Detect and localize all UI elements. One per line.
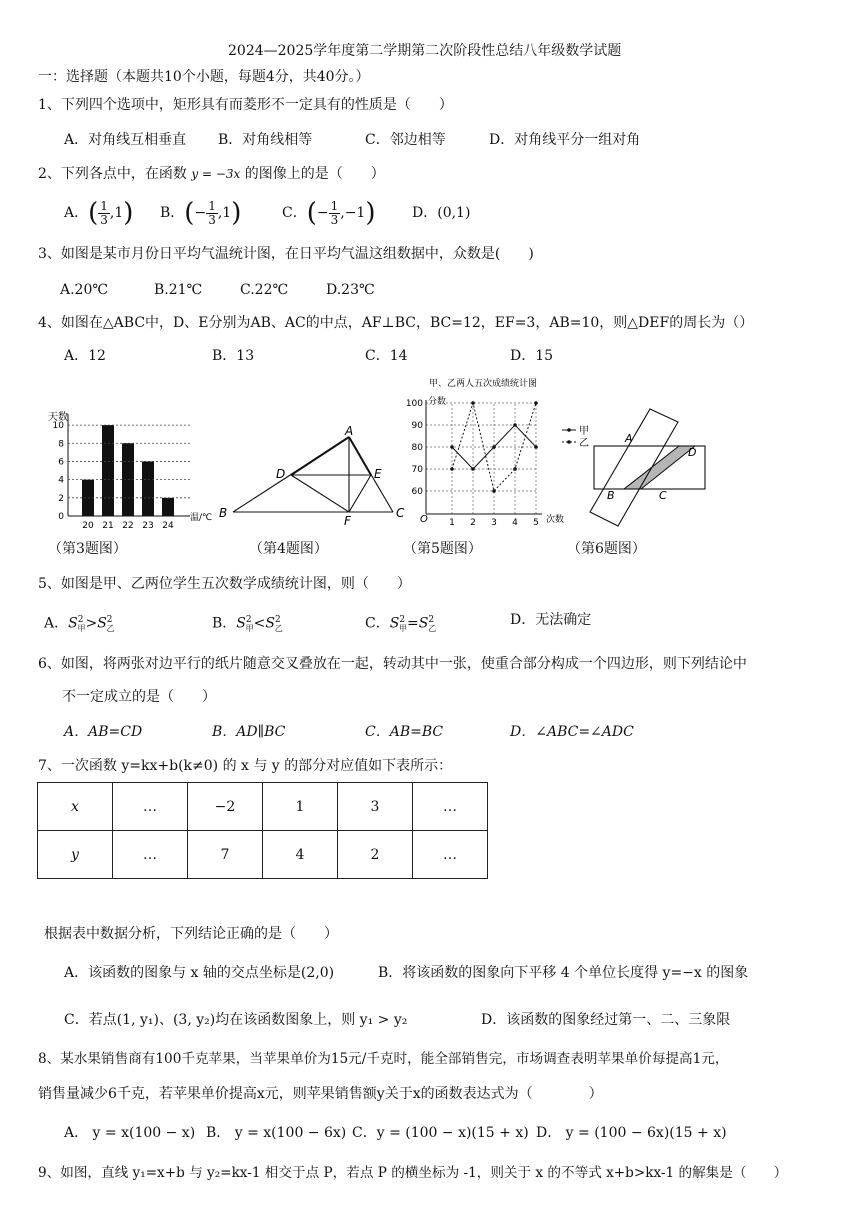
fig5-ytick-label: 90 (411, 421, 423, 431)
table-cell: 4 (263, 831, 338, 879)
fig3-xtick-label: 24 (162, 521, 174, 531)
fig3-ylabel: 天数 (48, 412, 68, 423)
fig5-point-jia (471, 467, 475, 471)
q4-option-b: B．13 (212, 348, 255, 364)
q5-stem: 5、如图是甲、乙两位学生五次数学成绩统计图，则（ ） (38, 576, 411, 592)
fig6-overlap-diagram (588, 404, 713, 529)
fig3-bar (162, 498, 174, 516)
fig5-point-yi (513, 467, 517, 471)
q6-option-d: D．∠ABC=∠ADC (510, 724, 634, 740)
fig5-ytick-label: 100 (405, 399, 423, 409)
q2-stem-post: 的图像上的是（ ） (244, 166, 385, 182)
q8-option-d: D． y = (100 − 6x)(15 + x) (536, 1125, 727, 1141)
q3-option-b: B.21℃ (154, 282, 203, 298)
q6-stem-line2: 不一定成立的是（ ） (62, 689, 216, 705)
fig3-caption: （第3题图） (48, 541, 127, 557)
q2-c-fraction: $\frac{1}{3}$ (330, 198, 339, 227)
fig5-ytick-label: 70 (411, 465, 423, 475)
q4-option-c: C．14 (365, 348, 408, 364)
q2-option-d: D．(0,1) (412, 205, 471, 221)
fig4-caption: （第4题图） (249, 541, 328, 557)
fig5-xtick-label: 5 (533, 518, 539, 528)
q7-option-c: C．若点(1, y₁)、(3, y₂)均在该函数图象上，则 y₁ > y₂ (64, 1012, 408, 1028)
table-row (38, 831, 488, 879)
q2-option-b: B．(− $\frac{1}{3}$ ,1) (160, 198, 242, 228)
fig4-label-e: E (374, 467, 382, 481)
fig5-origin: O (420, 514, 428, 525)
fig4-segment-df (291, 475, 349, 512)
fig5-point-jia (534, 445, 538, 449)
fig5-legend-yi: 乙 (579, 438, 589, 449)
q2-option-a: A．( $\frac{1}{3}$ ,1) (64, 198, 134, 228)
fig4-label-a: A (345, 425, 354, 438)
q5-option-c: C．$S^2_甲=S^2_乙$ (365, 615, 437, 634)
fig6-label-c: C (659, 489, 667, 502)
fig4-label-c: C (396, 506, 405, 520)
q7-option-d: D．该函数的图象经过第一、二、三象限 (481, 1012, 731, 1028)
q1-option-c: C．邻边相等 (365, 132, 446, 148)
fig6-label-b: B (607, 489, 615, 502)
q1-option-d: D．对角线平分一组对角 (489, 132, 641, 148)
q6-option-c: C．AB=BC (365, 724, 444, 740)
q7-option-a: A．该函数的图象与 x 轴的交点坐标是(2,0) (64, 965, 335, 981)
fig5-ylabel: 分数 (428, 397, 447, 407)
fig5-legend-jia: 甲 (579, 426, 589, 437)
table-cell: … (113, 783, 188, 831)
q7-value-table (37, 782, 488, 879)
q3-stem: 3、如图是某市月份日平均气温统计图，在日平均气温这组数据中，众数是( ) (38, 246, 534, 262)
q2-b-fraction: $\frac{1}{3}$ (208, 198, 216, 227)
table-cell: −2 (188, 783, 263, 831)
fig5-title: 甲、乙两人五次成绩统计图 (429, 379, 538, 389)
q2-function: y = −3x (191, 167, 241, 181)
fig5-legend (562, 425, 589, 449)
section-heading: 一：选择题（本题共10个小题，每题4分，共40分。） (38, 69, 370, 85)
fig3-bar (102, 425, 114, 516)
table-cell: 3 (338, 783, 413, 831)
q8-option-b: B． y = x(100 − 6x) (206, 1125, 347, 1141)
table-row (38, 783, 488, 831)
fig5-xtick-label: 4 (512, 518, 518, 528)
q5-option-d: D．无法确定 (510, 612, 592, 628)
table-cell: 7 (188, 831, 263, 879)
q8-option-c: C．y = (100 − x)(15 + x) (352, 1125, 529, 1141)
q3-option-d: D.23℃ (326, 282, 375, 298)
q1-stem: 1、下列四个选项中，矩形具有而菱形不一定具有的性质是（ ） (38, 97, 453, 113)
q9-stem: 9、如图，直线 y₁=x+b 与 y₂=kx-1 相交于点 P，若点 P 的横坐标为 -1，则关于 x 的不等式 x+b>kx-1 的解集是（ ） (38, 1165, 788, 1181)
fig4-label-f: F (344, 514, 351, 528)
fig5-ytick-label: 80 (411, 443, 423, 453)
q7-stem: 7、一次函数 y=kx+b(k≠0) 的 x 与 y 的部分对应值如下表所示： (38, 758, 453, 774)
q6-stem-line1: 6、如图，将两张对边平行的纸片随意交叉叠放在一起，转动其中一张，使重合部分构成一个四边形，则下列结论中 (38, 656, 747, 672)
fig3-bar (142, 461, 154, 516)
q1-option-a: A．对角线互相垂直 (64, 132, 187, 148)
fig5-line-chart (404, 374, 599, 529)
q4-option-d: D．15 (510, 348, 554, 364)
q6-option-b: B．AD∥BC (212, 724, 286, 740)
q8-option-a: A． y = x(100 − x) (64, 1125, 196, 1141)
table-cell: y (38, 831, 113, 879)
q8-line1: 8、某水果销售商有100千克苹果，当苹果单价为15元/千克时，能全部销售完，市场调查表明苹果单价每提高1元， (38, 1051, 729, 1067)
table-cell: x (38, 783, 113, 831)
fig3-ytick-label: 6 (58, 457, 64, 468)
q4-stem: 4、如图在△ABC中，D、E分别为AB、AC的中点，AF⊥BC，BC=12，EF=3，AB=10，则△DEF的周长为（） (38, 315, 754, 331)
q2-option-c: C．(− $\frac{1}{3}$ ,−1) (282, 198, 376, 228)
fig5-xlabel: 次数 (546, 515, 565, 525)
fig5-point-jia (513, 423, 517, 427)
q3-option-c: C.22℃ (240, 282, 289, 298)
q1-option-b: B．对角线相等 (218, 132, 313, 148)
fig5-point-yi (492, 489, 496, 493)
fig5-point-jia (450, 445, 454, 449)
fig4-label-d: D (276, 467, 286, 481)
q8-line2: 销售量减少6千克，若苹果单价提高x元，则苹果销售额y关于x的函数表达式为（ ） (38, 1086, 603, 1102)
table-cell: … (413, 831, 488, 879)
q5-option-b: B．$S^2_甲<S^2_乙$ (212, 615, 283, 634)
fig4-segment-ef (349, 475, 371, 512)
fig6-label-d: D (688, 446, 697, 459)
table-cell: 1 (263, 783, 338, 831)
q2-stem (38, 165, 385, 183)
q2-a-fraction: $\frac{1}{3}$ (100, 198, 108, 227)
fig3-ytick-label: 2 (58, 493, 64, 504)
fig5-xtick-label: 3 (491, 518, 497, 528)
table-cell: … (113, 831, 188, 879)
fig4-triangle-diagram (215, 425, 410, 530)
fig3-ytick-label: 10 (52, 421, 64, 432)
fig6-caption: （第6题图） (567, 541, 646, 557)
q5-option-a: A．$S^2_甲>S^2_乙$ (44, 615, 115, 634)
fig3-ytick-label: 8 (58, 439, 64, 450)
table-cell: … (413, 783, 488, 831)
fig3-ytick-label: 4 (58, 475, 64, 486)
fig5-point-yi (534, 401, 538, 405)
fig5-point-yi (471, 401, 475, 405)
q7-question: 根据表中数据分析，下列结论正确的是（ ） (44, 926, 338, 942)
q4-option-a: A．12 (64, 348, 106, 364)
fig6-overlap-region (624, 446, 695, 489)
page-title: 2024—2025学年度第二学期第二次阶段性总结八年级数学试题 (228, 43, 622, 59)
fig5-ytick-label: 60 (411, 487, 423, 497)
q3-option-a: A.20℃ (60, 282, 109, 298)
fig3-xtick-label: 21 (102, 521, 114, 531)
fig5-caption: （第5题图） (403, 541, 482, 557)
q7-option-b: B．将该函数的图象向下平移 4 个单位长度得 y=−x 的图象 (378, 965, 749, 981)
q6-option-a: A．AB=CD (64, 724, 143, 740)
fig6-label-a: A (625, 432, 633, 445)
fig3-xlabel: 温/℃ (190, 513, 213, 523)
table-cell: 2 (338, 831, 413, 879)
fig4-label-b: B (219, 506, 228, 520)
fig5-xtick-label: 1 (449, 518, 455, 528)
fig5-point-yi (450, 467, 454, 471)
fig5-xtick-label: 2 (470, 518, 476, 528)
fig3-xtick-label: 23 (142, 521, 154, 531)
fig3-xtick-label: 22 (122, 521, 134, 531)
fig3-bar-chart (40, 408, 228, 533)
fig5-point-jia (492, 445, 496, 449)
fig3-xtick-label: 20 (82, 521, 94, 531)
q2-stem-pre: 2、下列各点中，在函数 (38, 166, 187, 182)
fig3-ytick-label: 0 (58, 512, 64, 522)
